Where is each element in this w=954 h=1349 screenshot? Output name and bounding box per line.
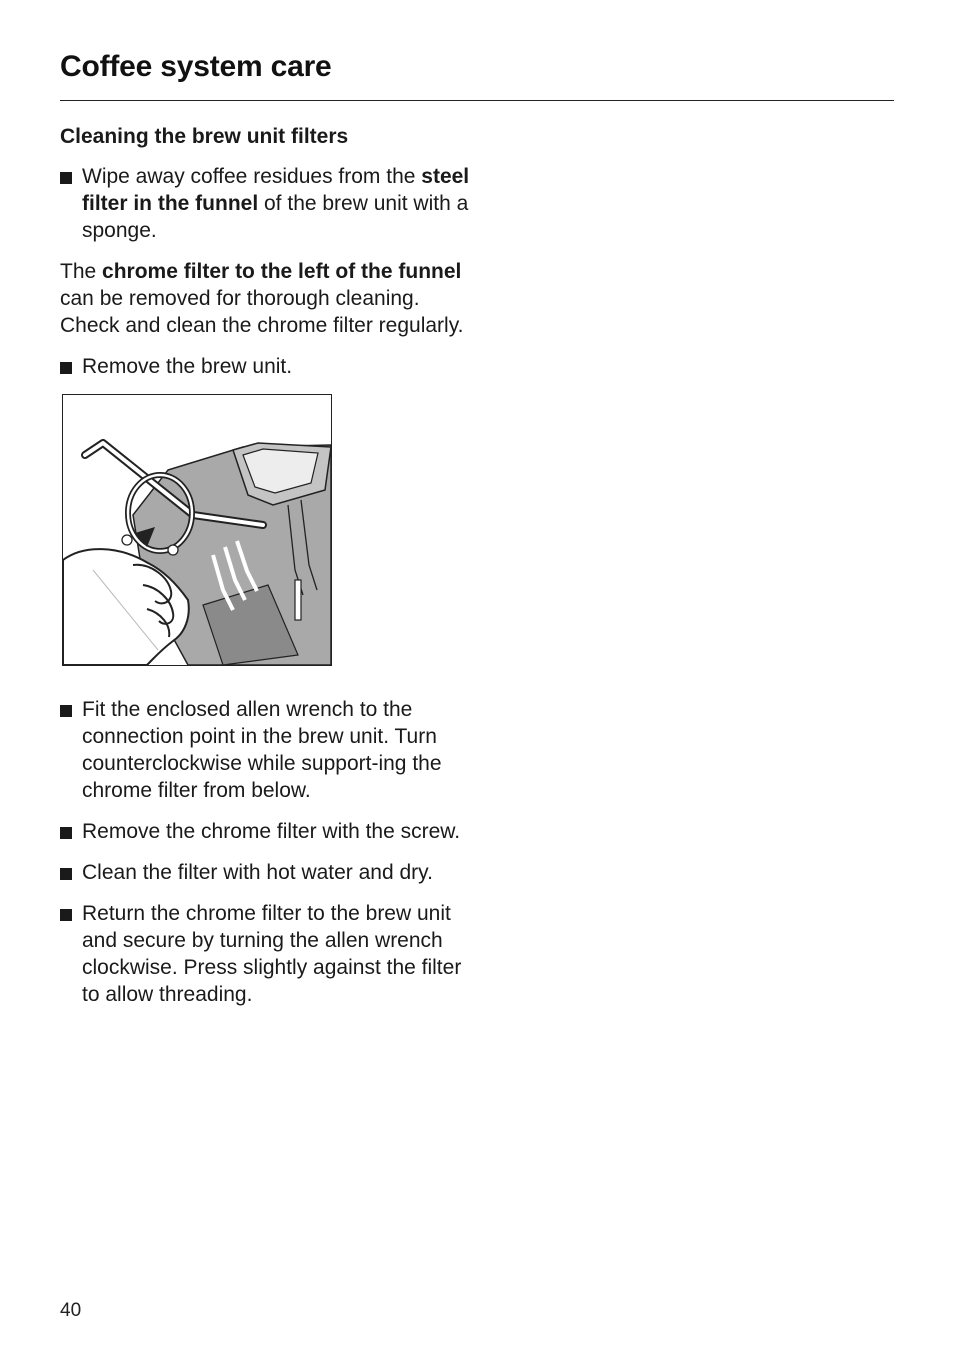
section-heading: Cleaning the brew unit filters [60, 125, 349, 148]
step-fit-allen-wrench [60, 696, 470, 804]
square-bullet-icon [60, 362, 72, 374]
screw [168, 545, 178, 555]
screw [122, 535, 132, 545]
square-bullet-icon [60, 827, 72, 839]
step-wipe-steel-filter [60, 163, 470, 244]
step-text: Return the chrome filter to the brew unit and secure by turning the allen wrench clockwise. Press slightly against the filter to allow threading. [82, 902, 462, 1006]
square-bullet-icon [60, 909, 72, 921]
content-column [60, 123, 470, 1022]
step-remove-brew-unit [60, 353, 470, 380]
step-text: Remove the brew unit. [82, 355, 293, 378]
page-number: 40 [60, 1300, 82, 1321]
step-return-chrome-filter [60, 900, 470, 1008]
step-text: Remove the chrome filter with the screw. [82, 820, 461, 843]
step-clean-filter [60, 859, 470, 886]
chrome-filter-note [60, 258, 470, 339]
side-slot [295, 580, 301, 620]
step-remove-chrome-filter [60, 818, 470, 845]
note-text-post: can be removed for thorough cleaning. Check and clean the chrome filter regularly. [60, 287, 464, 337]
step-text: Fit the enclosed allen wrench to the connection point in the brew unit. Turn counterclockwise while support-ing the chrome filter from below. [82, 698, 442, 802]
step-text-post: of the brew unit with a sponge. [82, 192, 469, 242]
brew-unit-drawing [63, 395, 331, 665]
title-divider [60, 100, 894, 101]
page-title: Coffee system care [60, 50, 332, 83]
square-bullet-icon [60, 705, 72, 717]
step-text: Clean the filter with hot water and dry. [82, 861, 433, 884]
step-text-bold: steel filter in the funnel [82, 165, 470, 215]
note-text-pre: The [60, 260, 103, 283]
square-bullet-icon [60, 172, 72, 184]
note-text-bold: chrome filter to the left of the funnel [102, 260, 462, 283]
square-bullet-icon [60, 868, 72, 880]
step-text-pre: Wipe away coffee residues from the [82, 165, 422, 188]
brew-unit-illustration [62, 394, 332, 666]
